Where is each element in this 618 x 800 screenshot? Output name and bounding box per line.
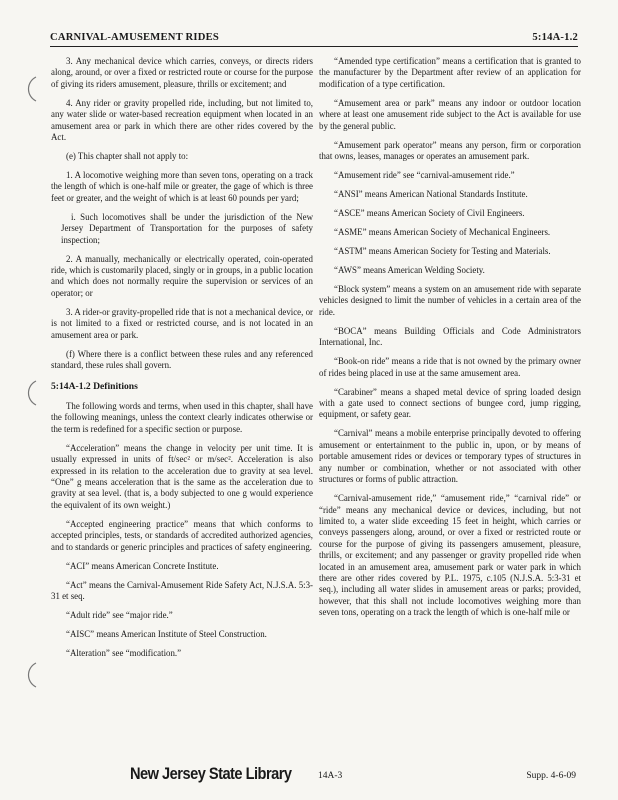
header-rule [50, 46, 578, 47]
definition-paragraph: “BOCA” means Building Officials and Code Administrators International, Inc. [319, 325, 581, 348]
page-footer [50, 764, 578, 788]
binding-hole-mark [22, 378, 44, 408]
definition-paragraph: “Accepted engineering practice” means that which conforms to accepted principles, tests, or standards of accredited authorized agencies, and to standards or generic principles and practices of safety engineering. [51, 518, 313, 552]
section-heading: 5:14A-1.2 Definitions [51, 380, 138, 392]
paragraph: (e) This chapter shall not apply to: [66, 151, 189, 162]
binding-hole-mark [22, 660, 44, 690]
paragraph: 1. A locomotive weighing more than seven tons, operating on a track the length of which is one-half mile or greater, the gage of which is three feet or greater, and the weight of which is at least 60 pounds per yard; [51, 170, 313, 203]
page-number: 14A-3 [318, 771, 343, 781]
definition-paragraph: “Adult ride” see “major ride.” [66, 609, 173, 620]
definition-paragraph: “ASTM” means American Society for Testing and Materials. [334, 246, 551, 257]
right-column [319, 56, 581, 626]
definition-paragraph: “Carabiner” means a shaped metal device of spring loaded design with a gate used to connect sections of bungee cord, jump rigging, equipment, or safety gear. [319, 386, 581, 420]
definition-paragraph: “Alteration” see “modification.” [66, 647, 182, 658]
definition-paragraph: “ASME” means American Society of Mechanical Engineers. [334, 227, 551, 238]
definition-paragraph: “Act” means the Carnival-Amusement Ride Safety Act, N.J.S.A. 5:3-31 et seq. [51, 579, 313, 601]
library-stamp: New Jersey State Library [130, 764, 292, 783]
definition-paragraph: “AISC” means American Institute of Steel Construction. [66, 628, 267, 639]
header-section-number: 5:14A-1.2 [532, 32, 578, 43]
definition-paragraph: “Amusement area or park” means any indoor or outdoor location where at least one amusement ride subject to the Act is available for use by the general public. [319, 97, 581, 131]
paragraph: i. Such locomotives shall be under the jurisdiction of the New Jersey Department of Transportation for the purposes of safety inspection; [61, 211, 313, 245]
header-title: CARNIVAL-AMUSEMENT RIDES [50, 32, 219, 43]
paragraph: 3. Any mechanical device which carries, conveys, or directs riders along, around, or over a fixed or restricted route or course for the purpose of giving its riders amusement, pleasure, thrills or excitement; and [51, 56, 313, 89]
definition-paragraph: “ASCE” means American Society of Civil Engineers. [334, 208, 525, 219]
definition-paragraph: “Acceleration” means the change in velocity per unit time. It is usually expressed in units of ft/sec² or m/sec². Acceleration is also expressed in its relation to the acceleration due to gravity at sea level. “One” g means acceleration that is the same as the acceleration due to gravity at sea level. (that is, a body subjected to one g would experience the equivalent of its own weight.) [51, 442, 313, 510]
definition-paragraph: The following words and terms, when used in this chapter, shall have the following meanings, unless the context clearly indicates otherwise or the term is redefined for a specific section or purpose. [51, 400, 313, 434]
definition-paragraph: “Block system” means a system on an amusement ride with separate vehicles designed to limit the number of vehicles in a certain area of the ride. [319, 284, 581, 317]
left-column [51, 56, 313, 667]
binding-hole-mark [22, 74, 44, 104]
definition-paragraph: “AWS” means American Welding Society. [334, 265, 485, 276]
definition-paragraph: “Carnival” means a mobile enterprise principally devoted to offering amusement or entertainment to the public in, upon, or by means of portable amusement rides or devices or temporary types of structures in any number or combination, whether or not associated with other structures or forms of public attraction. [319, 428, 581, 485]
definition-paragraph: “Amended type certification” means a certification that is granted to the manufacturer by the Department after review of an application for modification of a type certification. [319, 56, 581, 89]
running-header [50, 32, 578, 43]
supplement-date: Supp. 4-6-09 [526, 771, 576, 781]
paragraph: (f) Where there is a conflict between these rules and any referenced standard, these rules shall govern. [51, 348, 313, 371]
definition-paragraph: “ACI” means American Concrete Institute. [66, 560, 219, 571]
definition-paragraph: “Carnival-amusement ride,” “amusement ride,” “carnival ride” or “ride” means any mechanical device or devices, including, but not limited to, a water slide exceeding 15 feet in height, which carries or conveys passengers along, around, or over a fixed or restricted route or course for the purpose of giving its passengers amusement, pleasure, thrills, or excitement; and any passenger or gravity propelled ride when located in an amusement area, amusement park or water park in which there are other rides covered by P.L. 1975, c.105 (N.J.S.A. 5:3-31 et seq.), including all water slides in amusement areas or parks; provided, however, that this shall not include locomotives weighing more than seven tons, operating on a track the length of which is one-half mile or [319, 493, 581, 618]
definition-paragraph: “Book-on ride” means a ride that is not owned by the primary owner of rides being placed in use at the same amusement area. [319, 356, 581, 378]
paragraph: 2. A manually, mechanically or electrically operated, coin-operated ride, which is customarily placed, singly or in groups, in a public location and which does not normally require the supervision or services of an operator; or [51, 253, 313, 298]
definition-paragraph: “Amusement ride” see “carnival-amusement ride.” [334, 170, 515, 181]
paragraph: 3. A rider-or gravity-propelled ride that is not a mechanical device, or is not limited to a fixed or restricted course, and is not located in an amusement area or park. [51, 306, 313, 340]
definition-paragraph: “Amusement park operator” means any person, firm or corporation that owns, leases, manages or operates an amusement park. [319, 139, 581, 162]
paragraph: 4. Any rider or gravity propelled ride, including, but not limited to, any water slide or water-based recreation equipment when located in an amusement area or park in which there are other rides covered by the Act. [51, 97, 313, 143]
definition-paragraph: “ANSI” means American National Standards Institute. [334, 189, 528, 200]
